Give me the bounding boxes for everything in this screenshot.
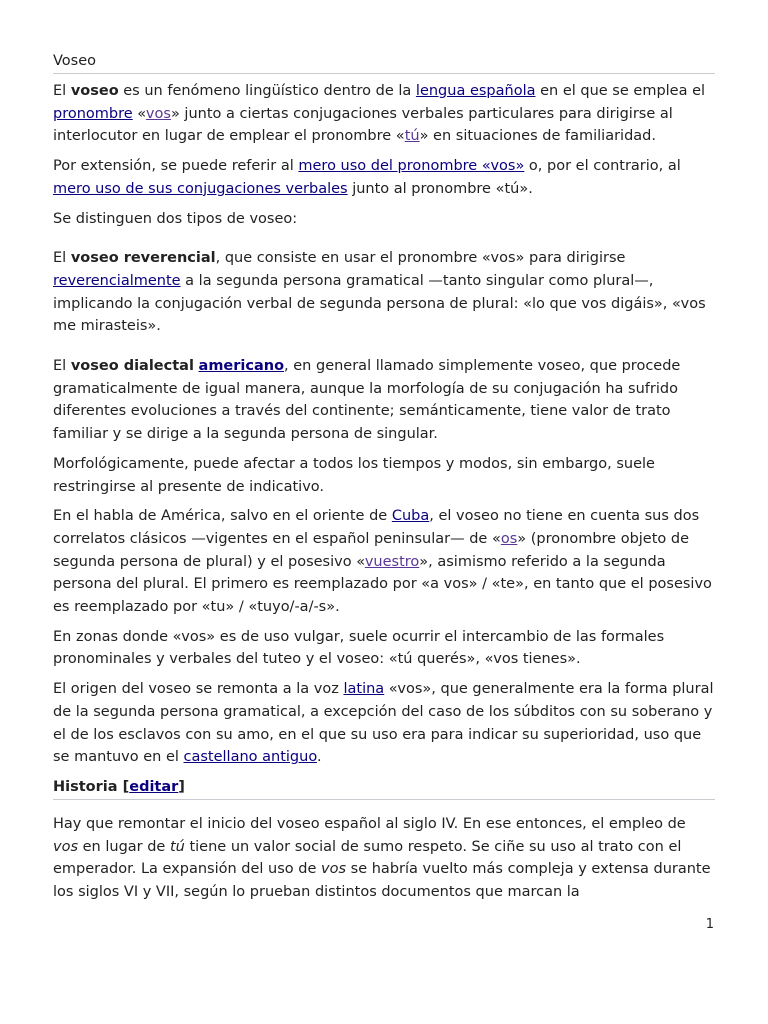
text: En zonas donde «vos» es de uso vulgar, suele ocurrir el intercambio de las formales pronominales y verbales del tuteo y el voseo: «tú querés», «vos tienes». <box>53 628 665 668</box>
link-os[interactable]: os <box>500 530 518 547</box>
paragraph-voseo-reverencial <box>53 247 715 338</box>
bracket: ] <box>178 778 185 795</box>
text: Hay que remontar el inicio del voseo español al siglo IV. En ese entonces, el empleo de <box>53 815 686 832</box>
bold-term-voseo-dialectal: voseo dialectal <box>70 358 194 375</box>
text: junto al pronombre «tú». <box>347 180 533 197</box>
link-latina[interactable]: latina <box>343 681 385 698</box>
text: « <box>132 105 146 122</box>
text: a la segunda persona gramatical —tanto singular como plural—, implicando la conjugación verbal de segunda persona de plural: «lo que vos digáis», «vos me mirasteis». <box>53 272 706 335</box>
paragraph-voseo-dialectal <box>53 355 715 446</box>
text: » junto a ciertas conjugaciones verbales particulares para dirigirse al interlocutor en lugar de emplear el pronombre « <box>53 105 673 145</box>
link-pronombre[interactable]: pronombre <box>53 105 133 122</box>
text: El origen del voseo se remonta a la voz <box>53 681 344 698</box>
text: Se distinguen dos tipos de voseo: <box>53 210 298 227</box>
text: El <box>53 250 71 267</box>
text: », asimismo referido a la segunda persona del plural. El primero es reemplazado por «a vos» / «te», en tanto que el posesivo es reemplazado por «tu» / «tuyo/-a/-s». <box>53 553 712 616</box>
text: , el voseo no tiene en cuenta sus dos correlatos clásicos —vigentes en el español peninsular— de « <box>53 508 700 547</box>
italic-vos: vos <box>321 861 347 878</box>
text: Por extensión, se puede referir al <box>53 158 299 175</box>
text: » (pronombre objeto de segunda persona de plural) y el posesivo « <box>53 530 690 570</box>
bold-term-voseo-reverencial: voseo reverencial <box>70 250 216 267</box>
page-number: 1 <box>705 917 714 932</box>
paragraph-intro <box>53 80 715 148</box>
section-title: Historia <box>53 778 118 795</box>
text: El <box>53 358 71 375</box>
paragraph-extension <box>53 155 715 200</box>
link-americano[interactable]: americano <box>198 358 285 375</box>
link-lengua-espanola[interactable]: lengua española <box>415 83 536 99</box>
edit-section-link[interactable]: editar <box>129 778 179 795</box>
text: , que consiste en usar el pronombre «vos» para dirigirse <box>215 250 626 267</box>
link-vos[interactable]: vos <box>145 105 171 122</box>
paragraph-morfologia <box>53 453 715 498</box>
paragraph-historia <box>53 813 715 904</box>
text: tiene un valor social de sumo respeto. Se ciñe su uso al trato con el emperador. La expansión del uso de <box>53 838 682 878</box>
italic-vos: vos <box>53 838 79 855</box>
italic-tu: tú <box>169 838 185 855</box>
link-castellano-antiguo[interactable]: castellano antiguo <box>183 749 317 766</box>
text: » en situaciones de familiaridad. <box>419 128 656 145</box>
text: se habría vuelto más compleja y extensa durante los siglos VI y VII, según lo prueban distintos documentos que marcan la <box>53 861 711 901</box>
link-mero-uso-conjugaciones[interactable]: mero uso de sus conjugaciones verbales <box>53 180 348 197</box>
link-cuba[interactable]: Cuba <box>391 508 430 525</box>
text: . <box>316 749 322 766</box>
text: en lugar de <box>78 838 170 855</box>
bold-term-voseo: voseo <box>70 83 119 99</box>
paragraph-types-intro <box>53 208 715 231</box>
link-vuestro[interactable]: vuestro <box>364 553 420 570</box>
text: «vos», que generalmente era la forma plural de la segunda persona gramatical, a excepción del caso de los súbditos con su soberano y el de los esclavos con su amo, en el que su uso era para indicar su superioridad, uso que se mantuvo en el <box>53 681 714 766</box>
paragraph-zonas <box>53 626 715 671</box>
text: es un fenómeno lingüístico dentro de la <box>118 83 416 99</box>
text: o, por el contrario, al <box>524 158 681 175</box>
text: Morfológicamente, puede afectar a todos los tiempos y modos, sin embargo, suele restringirse al presente de indicativo. <box>53 455 655 495</box>
link-mero-uso-pronombre[interactable]: mero uso del pronombre «vos» <box>298 158 525 175</box>
paragraph-america <box>53 505 715 619</box>
link-tu[interactable]: tú <box>404 128 420 145</box>
text: en el que se emplea el <box>535 83 706 99</box>
text: En el habla de América, salvo en el oriente de <box>53 508 392 525</box>
text: El <box>53 83 71 99</box>
section-heading-historia <box>53 776 715 800</box>
document-page <box>53 50 715 904</box>
document-title: Voseo <box>53 50 715 74</box>
paragraph-origen <box>53 678 715 769</box>
text: , en general llamado simplemente voseo, que procede gramaticalmente de igual manera, aunque la morfología de su conjugación ha sufrido diferentes evoluciones a través del continente; semánticamente, tiene valor de trato familiar y se dirige a la segunda persona de singular. <box>53 358 681 443</box>
bracket: [ <box>117 778 130 795</box>
link-reverencialmente[interactable]: reverencialmente <box>53 272 181 289</box>
